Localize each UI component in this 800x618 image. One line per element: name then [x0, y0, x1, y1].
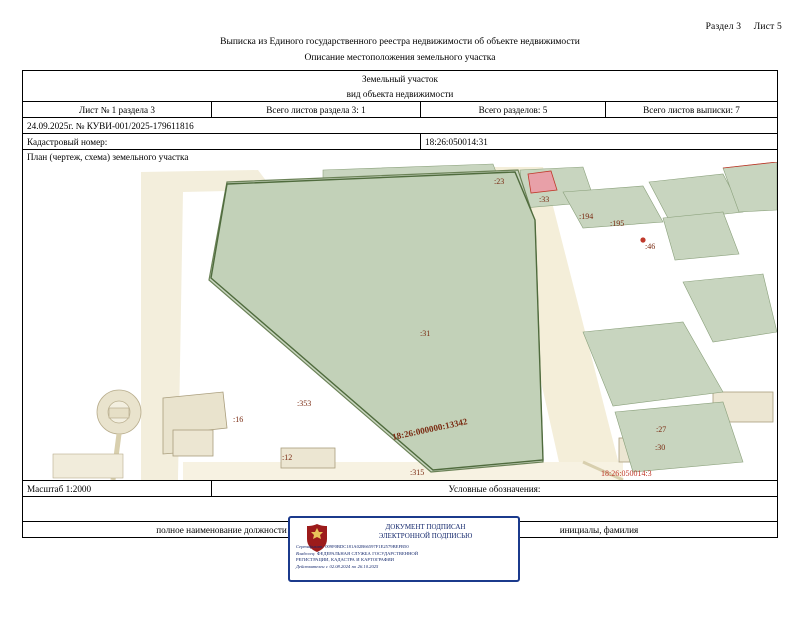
svg-text::46: :46 [645, 242, 656, 251]
owner-value: ФЕДЕРАЛЬНАЯ СЛУЖБА ГОСУДАРСТВЕННОЙ [316, 550, 419, 556]
table-row [23, 86, 778, 102]
signature-details [296, 544, 514, 570]
document-subtitle: Описание местоположения земельного участка [304, 53, 496, 63]
signature-line1: ДОКУМЕНТ ПОДПИСАН [385, 523, 466, 531]
map-caption: План (чертеж, схема) земельного участка [27, 152, 189, 162]
cert-label: Сертификат: [296, 544, 324, 549]
svg-text::195: :195 [610, 219, 625, 228]
svg-text::33: :33 [539, 195, 550, 204]
validity-period: Действителен с 02.08.2024 по 26.10.2025 [296, 563, 379, 569]
table-row [23, 150, 778, 481]
table-row [23, 71, 778, 87]
svg-text::16: :16 [233, 415, 244, 424]
map-scale: Масштаб 1:2000 [23, 481, 212, 497]
svg-text::30: :30 [655, 443, 666, 452]
svg-text:18:26:050014:3: 18:26:050014:3 [601, 469, 652, 478]
svg-text::315: :315 [410, 468, 425, 477]
svg-text::353: :353 [297, 399, 312, 408]
svg-text::12: :12 [282, 453, 293, 462]
signer-initials-label: инициалы, фамилия [421, 522, 778, 538]
svg-text::31: :31 [420, 329, 431, 338]
table-row [23, 134, 778, 150]
signature-line2: ЭЛЕКТРОННОЙ ПОДПИСЬЮ [378, 532, 473, 540]
svg-text::27: :27 [656, 425, 667, 434]
sheets-in-section: Всего листов раздела 3: 1 [212, 102, 421, 118]
extract-number: 24.09.2025г. № КУВИ-001/2025-179611816 [23, 118, 778, 134]
sheets-total: Всего листов выписки: 7 [606, 102, 778, 118]
cadastral-number-label: Кадастровый номер: [23, 134, 421, 150]
svg-text::194: :194 [579, 212, 594, 221]
signer-position-label: полное наименование должности [23, 522, 421, 538]
section-label: Раздел 3 [705, 22, 742, 32]
extract-table [22, 70, 778, 538]
owner-value2: РЕГИСТРАЦИИ, КАДАСТРА И КАРТОГРАФИИ [296, 557, 394, 563]
signature-heading [338, 523, 513, 541]
cadastral-number-value: 18:26:050014:31 [421, 134, 778, 150]
object-type-value: Земельный участок [23, 71, 778, 87]
svg-text:18:26:000000:13342: 18:26:000000:13342 [391, 416, 469, 442]
map-legend-label: Условные обозначения: [212, 481, 778, 497]
cert-value: 009F0BDC181A02B66597F1E2579BEFB50 [325, 544, 409, 549]
document-title: Выписка из Единого государственного реестра недвижимости об объекте недвижимости [220, 37, 580, 47]
sheet-label: Лист 5 [753, 22, 782, 32]
table-row [23, 481, 778, 497]
owner-label: Владелец: [296, 550, 316, 556]
table-row [23, 102, 778, 118]
svg-text::23: :23 [494, 177, 505, 186]
electronic-signature-stamp [288, 516, 520, 582]
map-cell [23, 150, 778, 481]
object-type-label: вид объекта недвижимости [23, 86, 778, 102]
table-row [23, 118, 778, 134]
sheet-of-section: Лист № 1 раздела 3 [23, 102, 212, 118]
page-header-right [696, 22, 782, 32]
parcel-map[interactable] [23, 162, 777, 480]
sections-total: Всего разделов: 5 [421, 102, 606, 118]
